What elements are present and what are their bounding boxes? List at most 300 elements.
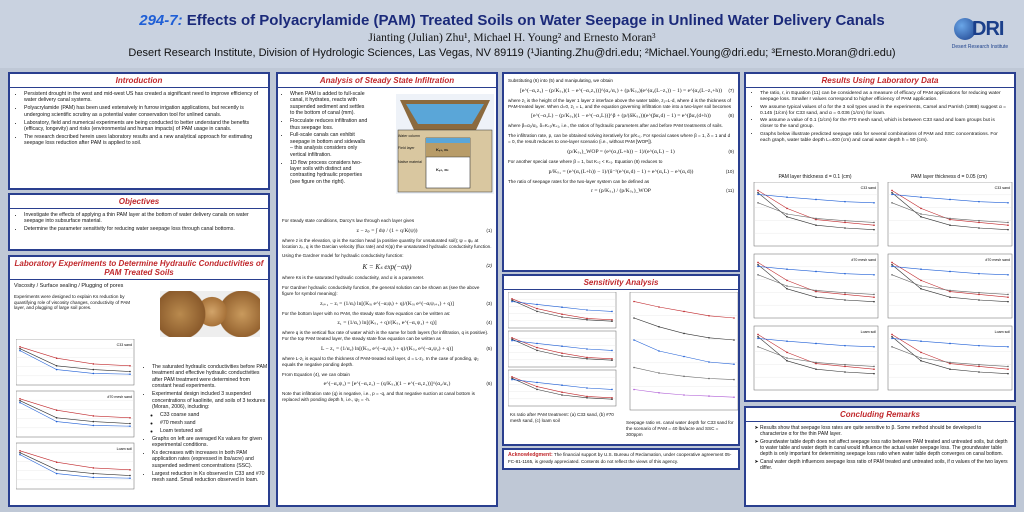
series-point — [93, 373, 95, 375]
series-point — [757, 334, 759, 336]
series-point — [757, 192, 759, 194]
series-point — [786, 357, 788, 359]
analysis-paragraph: Note that infiltration rate (q) is negative, i.e., p = -q, and that negative suction at canal bottom is replaced with ponding depth h, i.e., ψ₂ = -h. — [282, 391, 475, 403]
series-point — [511, 377, 513, 379]
list-item: ◦ C33 coarse sand — [160, 412, 268, 418]
series-point — [561, 394, 563, 396]
equation-1: z − zₚ = ∫ dψ / (1 + q/K(ψ)) (1) — [356, 227, 492, 234]
series-point — [1007, 296, 1009, 298]
series-point — [611, 397, 613, 399]
conclusions-panel — [744, 406, 1016, 507]
series-point — [511, 299, 513, 301]
analysis-paragraph: For Gardner hydraulic conductivity function, the general solution can be shown as (see the above figure for symbol meaning): — [282, 284, 480, 296]
introduction-list — [10, 88, 268, 147]
series-point — [708, 315, 710, 317]
series-point — [19, 350, 21, 352]
sensitivity-title: Sensitivity Analysis — [504, 276, 738, 290]
series-point — [844, 222, 846, 224]
series-point — [536, 304, 538, 306]
series-point — [511, 376, 513, 378]
logo-subtitle: Desert Research Institute — [951, 44, 1009, 50]
series-point — [511, 301, 513, 303]
mini-chart-frame — [888, 326, 1012, 390]
equation-4: z₁ = (1/α₁) ln[(Kₛ₁ + q)/(Kₛ₁ e^(−α₁ψ₁) + q)] (4) — [337, 320, 492, 327]
equation-number: (2) — [486, 263, 492, 269]
series-point — [1007, 229, 1009, 231]
dri-logo — [950, 14, 1009, 58]
list-item: • Polyacrylamide (PAM) has been used extensively in furrow irrigation applications, but recently is undergoing scientific scrutiny as a potential water conservation tool for unlined canals. — [24, 105, 262, 118]
series-point — [873, 296, 875, 298]
derivation-paragraph: The infiltration rate, p, can be obtained solving iteratively for p/Kₛ₁. For special cases where β = 1, δ = 1 and d = 0, the result reduces to one-layer scenario (i.e., without PAM [WOP]). — [508, 133, 731, 144]
derivation-paragraph: The ratio of seepage rates for the two-layer system can be defined as — [508, 178, 650, 184]
mini-chart-frame — [508, 292, 616, 328]
series-point — [561, 316, 563, 318]
list-item: • The ratio, r, in Equation (11) can be considered as a measure of efficacy of PAM applications for reducing water seepage loss. Smaller r values correspond to higher efficiency of PAM application. — [760, 91, 1008, 103]
series-point — [891, 262, 893, 264]
sensitivity-panel — [502, 274, 740, 446]
acknowledgment-label: Acknowledgment: — [508, 452, 553, 458]
series-point — [757, 346, 759, 348]
series-point — [536, 350, 538, 352]
series-point — [920, 268, 922, 270]
series-point — [536, 308, 538, 310]
list-item: ◦ Loam textured soil — [160, 428, 268, 434]
series-point — [920, 216, 922, 218]
equation-5: L − z₁ = (1/α₂) ln[(Kₛ₂ e^(−α₂ψ₁) + q)/(Kₛ₂ e^(−α₂ψ₂) + q)] (5) — [320, 345, 492, 352]
series-point — [56, 461, 58, 463]
canal-diagram — [396, 94, 494, 194]
series-point — [949, 343, 951, 345]
series-point — [56, 469, 58, 471]
series-point — [93, 369, 95, 371]
analysis-derivation — [278, 216, 496, 405]
series-point — [815, 368, 817, 370]
series-point — [891, 274, 893, 276]
objectives-list — [10, 209, 268, 233]
series-point — [93, 363, 95, 365]
series-point — [786, 285, 788, 287]
derivation-paragraph: where β=α₂/α₁, δ=Kₛ₂/Kₛ₁, i.e., the ratios of hydraulic parameters after and before PAM treatments of soils. — [508, 123, 723, 129]
series-point — [93, 467, 95, 469]
series-point — [611, 320, 613, 322]
list-item: • Flocculate reduces infiltration and thus seepage loss. — [290, 118, 368, 131]
series-point — [536, 389, 538, 391]
series-point — [920, 357, 922, 359]
mini-chart-frame — [888, 254, 1012, 318]
series-point — [658, 372, 660, 374]
series-point — [873, 301, 875, 303]
series-point — [586, 357, 588, 359]
results-charts — [748, 182, 1016, 400]
series-point — [978, 364, 980, 366]
series-point — [815, 199, 817, 201]
series-point — [1007, 224, 1009, 226]
mini-chart-frame — [630, 292, 738, 410]
series-point — [19, 398, 21, 400]
objectives-title: Objectives — [10, 195, 268, 209]
series-point — [844, 292, 846, 294]
series-point — [873, 366, 875, 368]
series-point — [93, 473, 95, 475]
series-point — [786, 340, 788, 342]
diagram-label-k2: Kₛ₂, α₂ — [436, 167, 449, 172]
series-point — [757, 264, 759, 266]
series-point — [1007, 202, 1009, 204]
series-point — [56, 421, 58, 423]
series-point — [1007, 222, 1009, 224]
series-point — [920, 340, 922, 342]
equation-number: (5) — [486, 345, 492, 351]
series-point — [611, 319, 613, 321]
series-point — [1007, 294, 1009, 296]
equation-number: (1) — [486, 227, 492, 233]
series-point — [19, 450, 21, 452]
series-point — [757, 266, 759, 268]
list-item: ➤ Groundwater table depth does not affect seepage loss ratio between PAM treated and untreated soils, but depth to water table and water depth in canal would influence the actual water seepage loss. The groundwater table depth is only important for determining seepage loss ratio when water table depth converges on canal bottom. — [760, 439, 1008, 458]
list-item: • The research described herein uses laboratory results and a new analytical approach for estimating seepage loss reduction after PAM is applied to soil. — [24, 134, 262, 147]
series-point — [658, 306, 660, 308]
series-point — [891, 338, 893, 340]
series-point — [844, 201, 846, 203]
derivation-paragraph: For another special case where β = 1, but Kₛ₂ < Kₛ₁. Equation (8) reduces to — [508, 158, 663, 164]
series-point — [920, 280, 922, 282]
series-point — [633, 301, 635, 303]
series-point — [19, 402, 21, 404]
series-point — [920, 208, 922, 210]
series-point — [19, 348, 21, 350]
series-point — [786, 360, 788, 362]
series-point — [786, 352, 788, 354]
list-item: • Persistent drought in the west and mid-west US has created a significant need to improve efficiency of water delivery canal systems. — [24, 91, 262, 104]
poster-affiliation: Desert Research Institute, Division of Hydrologic Sciences, Las Vegas, NV 89119 (¹Jianting.Zhu@dri.edu; ²Michael.Young@dri.edu; ³Ernesto.Moran@dri.edu) — [128, 47, 896, 59]
chart-label: #70 mesh sand — [851, 258, 876, 262]
sensitivity-caption-2: Seepage ratio vs. canal water depth for C33 sand for the scenario of PAM = 40 lbs/acre and SSC = 300ppm — [626, 420, 734, 437]
mini-chart-frame — [508, 331, 616, 367]
series-point — [891, 192, 893, 194]
results-column-label-1: PAM layer thickness d = 0.1 (cm) — [778, 174, 852, 180]
series-point — [56, 417, 58, 419]
lab-caption: Viscosity / Surface sealing / Plugging of pores — [14, 283, 124, 289]
series-point — [1007, 274, 1009, 276]
series-point — [19, 452, 21, 454]
list-item: • Laboratory, field and numerical experiments are being conducted to better understand the benefits (efficacy, longevity) and risks (environmental and human impacts) of PAM usage in canals. — [24, 120, 262, 133]
lab-title: Laboratory Experiments to Determine Hydraulic Conductivities of PAM Treated Soils — [10, 257, 268, 280]
series-point — [786, 280, 788, 282]
series-point — [949, 224, 951, 226]
series-point — [978, 273, 980, 275]
series-point — [708, 378, 710, 380]
list-item: • We assume a value of 0.1 (1/cm) for the #70 mesh sand, which is between C33 sand and loam groups but is closer to the sand group. — [760, 118, 1008, 130]
series-point — [611, 311, 613, 313]
analysis-paragraph: where q is the vertical flux rate of water which is the same for both layers (for infiltration, q is positive). For the top PAM treated layer, the steady state flow equation can be written as — [282, 330, 489, 342]
chart-label: #70 mesh sand — [985, 258, 1010, 262]
list-item: • Experimental design included 3 suspended concentrations of kaolinite, and soils of 3 textures (Moran, 2006), including: — [152, 391, 268, 410]
logo-text: DRI — [972, 18, 1004, 40]
chart-label: C33 sand — [116, 343, 132, 347]
equation-number: (7) — [728, 87, 734, 93]
series-point — [757, 274, 759, 276]
series-point — [586, 348, 588, 350]
series-point — [586, 397, 588, 399]
series-point — [844, 345, 846, 347]
series-point — [733, 396, 735, 398]
series-point — [56, 357, 58, 359]
series-point — [949, 199, 951, 201]
series-point — [511, 338, 513, 340]
series-point — [844, 273, 846, 275]
series-point — [949, 218, 951, 220]
series-point — [708, 361, 710, 363]
series-point — [873, 368, 875, 370]
series-point — [844, 227, 846, 229]
poster-title — [0, 12, 1024, 29]
series-point — [708, 337, 710, 339]
series-point — [633, 389, 635, 391]
chart-label: Loam soil — [116, 447, 132, 451]
series-point — [129, 371, 131, 373]
series-point — [511, 298, 513, 300]
mini-chart-frame — [888, 182, 1012, 246]
series-point — [658, 326, 660, 328]
results-title: Results Using Laboratory Data — [746, 74, 1014, 88]
mini-chart-frame — [508, 370, 616, 406]
series-point — [891, 266, 893, 268]
series-point — [978, 371, 980, 373]
series-point — [536, 386, 538, 388]
series-point — [19, 454, 21, 456]
derivation-panel — [502, 72, 740, 272]
acknowledgment-panel — [502, 448, 740, 470]
list-item: • We assume typical values of α for the 3 soil types used in the experiments, Carsel and Parrish (1988) suggest α = 0.145 (1/cm) for C33 sand, and α = 0.036 (1/cm) for loam. — [760, 105, 1008, 117]
diagram-label-water: Water column — [398, 134, 421, 138]
poster-header — [0, 0, 1024, 68]
equation-3: zᵢ₊₁ − zᵢ = (1/αᵢ) ln[(Kₛᵢ e^(−αᵢψᵢ) + q)/(Kₛᵢ e^(−αᵢψᵢ₊₁) + q)] (3) — [320, 300, 492, 307]
series-point — [949, 290, 951, 292]
results-column-label-2: PAM layer thickness d = 0.05 (cm) — [911, 174, 987, 180]
series-point — [757, 262, 759, 264]
list-item: • Investigate the effects of applying a thin PAM layer at the bottom of water delivery canals on water seepage into subsurface material. — [24, 212, 262, 225]
list-item: • When PAM is added to full-scale canal, it hydrates, reacts with suspended sediment and settles to the bottom of canal (mm). — [290, 91, 368, 117]
series-point — [891, 346, 893, 348]
series-point — [19, 346, 21, 348]
series-point — [733, 339, 735, 341]
series-point — [978, 294, 980, 296]
introduction-panel — [8, 72, 270, 190]
series-point — [56, 409, 58, 411]
series-point — [815, 362, 817, 364]
series-point — [536, 311, 538, 313]
series-point — [815, 290, 817, 292]
equation-number: (6) — [486, 381, 492, 387]
analysis-paragraph: where Ks is the saturated hydraulic conductivity, and α is a parameter. — [282, 275, 425, 281]
analysis-paragraph: where L-z₁ is equal to the thickness of PAM-treated soil layer, d = L-z₁. In the case of ponding, ψ₂ equals the negative ponding depth. — [282, 355, 479, 367]
results-list — [746, 88, 1014, 144]
series-point — [891, 334, 893, 336]
series-point — [786, 208, 788, 210]
series-point — [129, 365, 131, 367]
series-point — [611, 358, 613, 360]
series-point — [586, 318, 588, 320]
series-point — [1007, 301, 1009, 303]
diagram-label-k1: Kₛ₁, α₁ — [436, 147, 449, 152]
series-point — [920, 196, 922, 198]
derivation-paragraph: where z₁ is the height of the layer 1 layer 2 interface above the water table, z₁=L-d, where d is the thickness of PAM-treated layer. When d=0, z₁ = L, and the equation governing infiltration rate into a two-layer soil becomes — [508, 97, 732, 109]
series-point — [844, 366, 846, 368]
series-point — [561, 384, 563, 386]
series-point — [920, 360, 922, 362]
series-point — [56, 473, 58, 475]
series-point — [129, 475, 131, 477]
results-panel — [744, 72, 1016, 402]
series-point — [949, 362, 951, 364]
series-point — [683, 333, 685, 335]
series-point — [56, 369, 58, 371]
series-point — [19, 400, 21, 402]
equation-number: (3) — [486, 300, 492, 306]
series-point — [56, 365, 58, 367]
series-point — [683, 311, 685, 313]
list-item: ➤ Canal water depth influences seepage loss ratio of PAM treated and untreated soils, if α values of the two layers differ. — [760, 459, 1008, 471]
lab-experiments-panel — [8, 255, 270, 507]
series-point — [733, 317, 735, 319]
series-point — [511, 337, 513, 339]
list-item: • Full-scale canals can exhibit seepage in bottom and sidewalls – this analysis considers only vertical infiltration. — [290, 132, 368, 158]
soil-photo — [160, 291, 260, 337]
equation-9: (p/Kₛ₁)_WOP = (e^(α₁(L+h)) − 1)/(e^(α₁L) − 1) (9) — [567, 148, 734, 155]
poster-number: 294-7: — [139, 12, 183, 29]
series-point — [873, 229, 875, 231]
sensitivity-small-charts — [508, 292, 618, 410]
series-point — [786, 268, 788, 270]
series-point — [844, 294, 846, 296]
series-point — [586, 309, 588, 311]
series-point — [786, 213, 788, 215]
series-point — [586, 387, 588, 389]
series-point — [658, 350, 660, 352]
lab-list — [138, 361, 270, 485]
series-point — [844, 371, 846, 373]
diagram-label-field: Field layer — [398, 146, 415, 150]
series-point — [978, 201, 980, 203]
series-point — [844, 364, 846, 366]
list-item: ◦ #70 mesh sand — [160, 420, 268, 426]
list-item: • Determine the parameter sensitivity for reducing water seepage loss through canal bottoms. — [24, 226, 262, 232]
series-point — [978, 345, 980, 347]
series-point — [978, 299, 980, 301]
series-point — [815, 296, 817, 298]
series-point — [815, 271, 817, 273]
series-point — [683, 356, 685, 358]
series-point — [757, 202, 759, 204]
series-point — [129, 373, 131, 375]
equation-number: (8) — [728, 113, 734, 119]
series-point — [873, 222, 875, 224]
series-point — [658, 392, 660, 394]
series-point — [611, 389, 613, 391]
series-point — [949, 368, 951, 370]
series-point — [1007, 346, 1009, 348]
conclusions-list — [746, 422, 1014, 471]
series-point — [949, 271, 951, 273]
equation-number: (9) — [728, 148, 734, 154]
series-point — [873, 373, 875, 375]
series-point — [129, 477, 131, 479]
series-point — [633, 339, 635, 341]
acknowledgment-text: The financial support by U.S. Bureau of Reclamation, under cooperative agreement 05-FC-81-1165, is greatly appreciated. Contents do not reflect the views of this agency. — [508, 452, 732, 464]
series-point — [920, 352, 922, 354]
list-item: • Largest reduction in Ks observed in C33 and #70 mesh sand. Small reduction observed in loam. — [152, 471, 268, 484]
series-point — [873, 224, 875, 226]
equation-number: (10) — [725, 168, 734, 174]
equation-number: (4) — [486, 320, 492, 326]
series-point — [949, 296, 951, 298]
equation-6: e^(−α₂ψ₁) = [e^(−α₁z₁) − (q/Kₛ₁)(1 − e^(−α₁z₁))]^(α₂/α₁) (6) — [323, 381, 492, 388]
series-point — [920, 213, 922, 215]
analysis-paragraph: Using the Gardner model for hydraulic conductivity function: — [282, 253, 404, 259]
diagram-label-native: Native material — [398, 160, 422, 164]
series-point — [815, 224, 817, 226]
series-point — [536, 343, 538, 345]
derivation-paragraph: Substituting (6) into (5) and manipulating, we obtain — [508, 78, 613, 83]
series-point — [978, 366, 980, 368]
equation-11: r = (p/Kₛ₁) / (p/Kₛ₁)_WOP (11) — [591, 188, 734, 195]
series-point — [757, 194, 759, 196]
list-item: • Graphs below illustrate predicted seepage ratio for several combinations of PAM and SSC concentrations. For each graph, water table depth L=400 (cm) and canal water depth h = 50 (cm). — [760, 132, 1008, 144]
series-point — [891, 194, 893, 196]
series-point — [757, 338, 759, 340]
sensitivity-caption-1: Ks ratio after PAM treatment: (a) C33 sand, (b) #70 mesh sand, (c) loam soil — [510, 412, 614, 423]
series-point — [978, 220, 980, 222]
series-point — [536, 382, 538, 384]
chart-label: Loam soil — [860, 330, 876, 334]
analysis-panel — [276, 72, 498, 507]
list-item: • The saturated hydraulic conductivities before PAM treatment and effective hydraulic conductivities after PAM treatment were determined from constant head experiments. — [152, 364, 268, 390]
lab-description: Experiments were designed to explain Ks reduction by quantifying role of viscosity changes, conductivity of PAM layer, and plugging of large soil pores. — [14, 293, 131, 311]
series-point — [873, 202, 875, 204]
series-point — [93, 477, 95, 479]
series-point — [844, 299, 846, 301]
series-point — [561, 345, 563, 347]
series-point — [978, 222, 980, 224]
series-point — [733, 363, 735, 365]
mini-chart-frame — [754, 182, 878, 246]
series-point — [1007, 373, 1009, 375]
series-point — [733, 379, 735, 381]
series-point — [920, 285, 922, 287]
conclusions-title: Concluding Remarks — [746, 408, 1014, 422]
series-point — [891, 190, 893, 192]
list-item: • Graphs on left are averaged Ks values for given experimental conditions. — [152, 436, 268, 449]
chart-label: C33 sand — [994, 186, 1010, 190]
equation-2: K = Kₛ exp(−αψ) (2) — [362, 263, 492, 272]
series-point — [786, 288, 788, 290]
chart-label: #70 mesh sand — [107, 395, 132, 399]
series-point — [611, 359, 613, 361]
analysis-paragraph: where z is the elevation, ψ is the suction head (a positive quantity for unsaturated soil); ψ = ψₚ at location zₚ, q is the Darcian velocity (flux rate) and K(ψ) the unsaturated hydraulic conductivity function. — [282, 237, 492, 249]
series-point — [93, 415, 95, 417]
series-point — [561, 306, 563, 308]
series-point — [586, 358, 588, 360]
chart-label: Loam soil — [994, 330, 1010, 334]
mini-chart-frame — [754, 254, 878, 318]
seepage-depth-chart — [620, 292, 740, 420]
series-point — [815, 343, 817, 345]
series-point — [561, 391, 563, 393]
objectives-panel — [8, 193, 270, 251]
series-point — [511, 379, 513, 381]
series-point — [611, 398, 613, 400]
series-point — [586, 319, 588, 321]
